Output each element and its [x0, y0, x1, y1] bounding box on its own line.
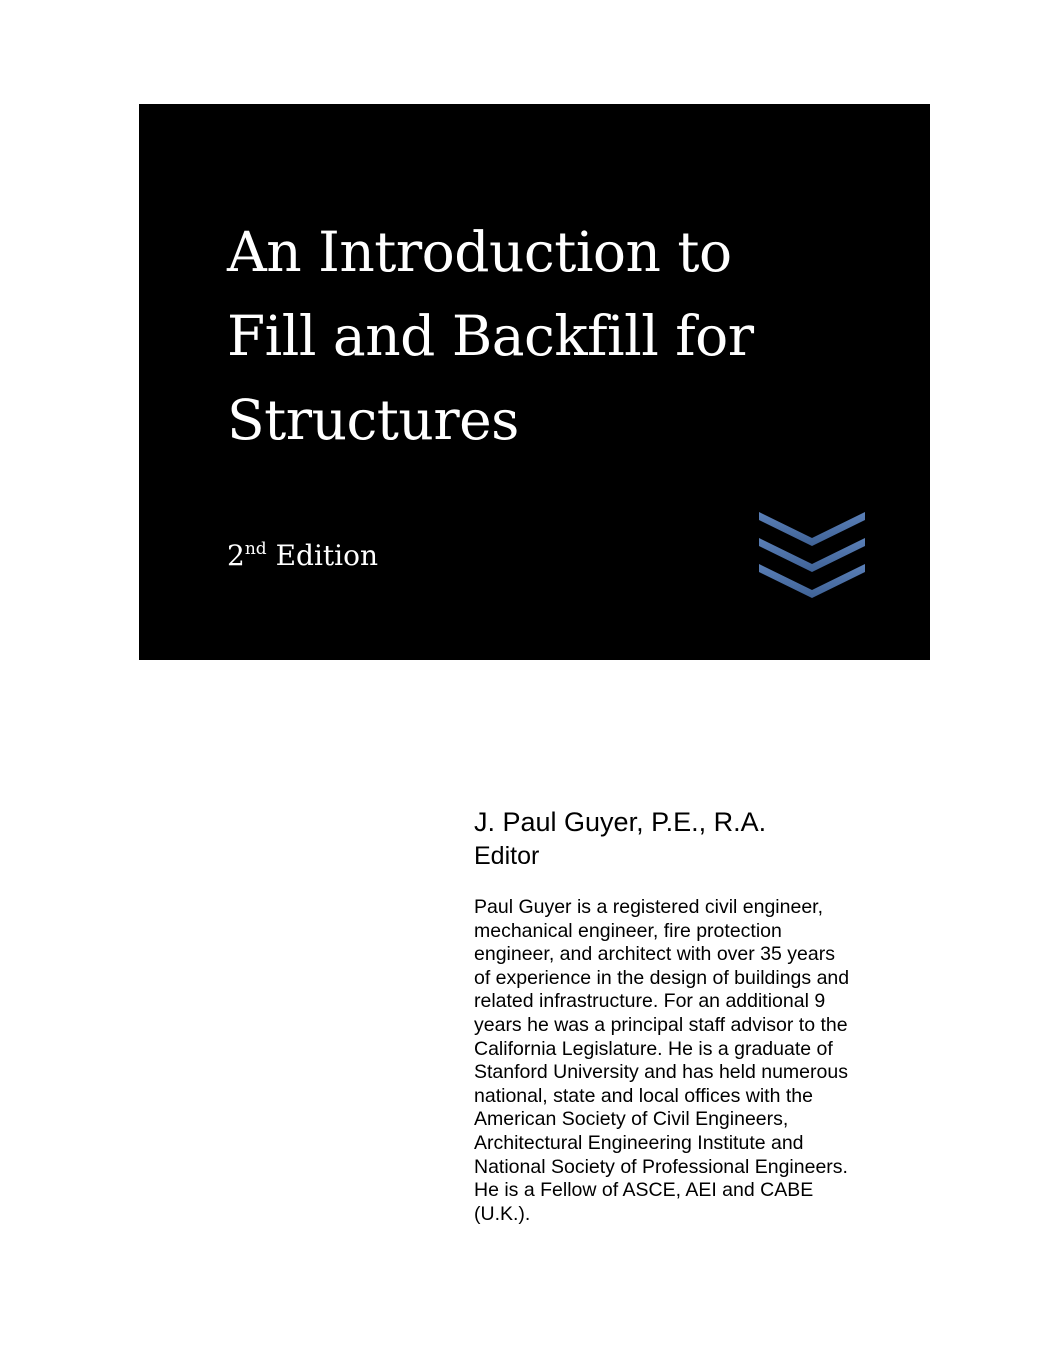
bio-line: Stanford University and has held numerous [474, 1061, 848, 1084]
author-bio [474, 896, 894, 1226]
title-line: Structures [227, 388, 519, 452]
book-title [227, 210, 907, 462]
edition-number: 2 [227, 539, 245, 572]
edition-word: Edition [275, 539, 378, 572]
author-role: Editor [474, 842, 540, 870]
edition-label [227, 536, 378, 576]
bio-line: California Legislature. He is a graduate of [474, 1037, 833, 1060]
cover-panel [139, 104, 930, 660]
bio-line: engineer, and architect with over 35 years [474, 943, 835, 966]
title-line: An Introduction to [227, 220, 732, 284]
bio-line: related infrastructure. For an additional 9 [474, 990, 826, 1013]
bio-line: American Society of Civil Engineers, [474, 1108, 789, 1131]
author-block [474, 806, 894, 1226]
bio-line: He is a Fellow of ASCE, AEI and CABE [474, 1179, 814, 1202]
triple-chevron-down-icon [759, 512, 865, 602]
title-line: Fill and Backfill for [227, 304, 754, 368]
bio-line: mechanical engineer, fire protection [474, 919, 782, 942]
bio-line: national, state and local offices with the [474, 1084, 813, 1107]
bio-line: (U.K.). [474, 1202, 531, 1225]
bio-line: National Society of Professional Engineers. [474, 1155, 848, 1178]
bio-line: of experience in the design of buildings and [474, 966, 850, 989]
bio-line: Paul Guyer is a registered civil engineer, [474, 896, 824, 918]
edition-suffix: nd [244, 539, 267, 559]
chevron-stripe [759, 512, 865, 546]
bio-line: Architectural Engineering Institute and [474, 1131, 804, 1154]
author-name: J. Paul Guyer, P.E., R.A. [474, 807, 767, 837]
bio-line: years he was a principal staff advisor to the [474, 1013, 848, 1036]
